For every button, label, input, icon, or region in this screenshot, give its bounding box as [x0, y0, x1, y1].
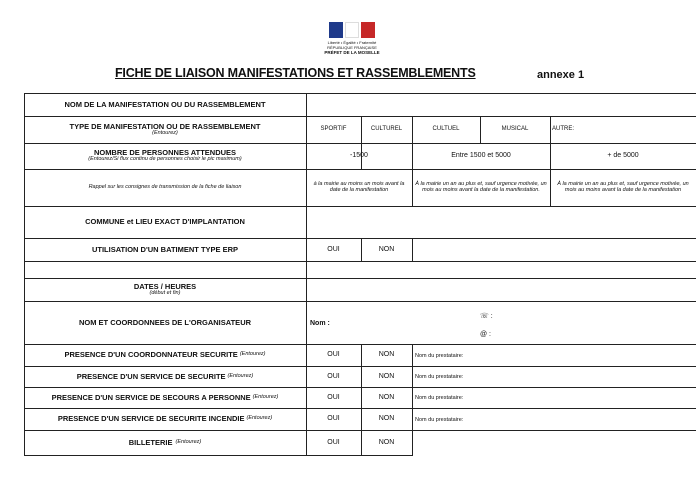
incendie-non-option[interactable]: NON [378, 415, 395, 423]
billeterie-oui-option[interactable]: OUI [327, 438, 340, 446]
nombre-range-large[interactable]: + de 5000 [607, 152, 639, 160]
commune-field[interactable] [307, 207, 696, 238]
service-securite-prestataire-field[interactable]: Nom du prestataire: [415, 374, 464, 380]
coordonnateur-prestataire-field[interactable]: Nom du prestataire: [415, 353, 464, 359]
nom-manifestation-field[interactable] [307, 94, 696, 116]
motto: Liberté • Égalité • Fraternité [327, 40, 377, 45]
billeterie-label: BILLETERIE [128, 437, 173, 447]
type-cultuel-option[interactable]: CULTUEL [432, 126, 460, 133]
billeterie-sub: (Entourez) [175, 438, 202, 445]
nom-manifestation-label: NOM DE LA MANIFESTATION OU DU RASSEMBLEMENT [64, 99, 266, 109]
service-securite-oui-option[interactable]: OUI [327, 372, 340, 380]
marianne-flag-icon [329, 22, 375, 38]
rappel-note-small: à la mairie au moins un mois avant la date de la manifestation [313, 180, 405, 193]
erp-label: UTILISATION D'UN BATIMENT TYPE ERP [91, 244, 239, 254]
billeterie-non-option[interactable]: NON [378, 438, 395, 446]
nombre-range-small[interactable]: -1500 [350, 152, 368, 160]
rappel-note-large: À la mairie un an au plus et, sauf urgence motivée, un mois au moins avant la date de la manifestation [557, 180, 689, 193]
coordonnateur-non-option[interactable]: NON [378, 351, 395, 359]
rappel-label: Rappel sur les consignes de transmission de la fiche de liaison [88, 183, 242, 190]
rappel-note-medium: À la mairie un an au plus et, sauf urgence motivée, un mois au moins avant la date de la manifestation. [415, 180, 547, 193]
republic-label: RÉPUBLIQUE FRANÇAISE [327, 45, 377, 50]
coordonnateur-oui-option[interactable]: OUI [327, 351, 340, 359]
type-musical-option[interactable]: MUSICAL [501, 126, 529, 133]
secours-non-option[interactable]: NON [378, 393, 395, 401]
liaison-form [24, 93, 696, 458]
incendie-prestataire-field[interactable]: Nom du prestataire: [415, 417, 464, 423]
secours-label: PRESENCE D'UN SERVICE DE SECOURS A PERSONNE [51, 392, 251, 402]
service-securite-non-option[interactable]: NON [378, 372, 395, 380]
nombre-range-medium[interactable]: Entre 1500 et 5000 [451, 152, 511, 160]
type-culturel-option[interactable]: CULTUREL [370, 126, 403, 133]
erp-oui-option[interactable]: OUI [327, 245, 340, 253]
secours-sub: (Entourez) [252, 393, 279, 400]
service-securite-sub: (Entourez) [227, 372, 254, 379]
dates-sub: (début et fin) [149, 289, 181, 296]
type-label: TYPE DE MANIFESTATION OU DE RASSEMBLEMENT [69, 121, 261, 131]
nombre-label: NOMBRE DE PERSONNES ATTENDUES [93, 148, 237, 158]
coordonnateur-label: PRESENCE D'UN COORDONNATEUR SECURITE [64, 350, 238, 360]
dates-field[interactable] [307, 279, 696, 301]
prefecture-logo [322, 22, 382, 55]
incendie-oui-option[interactable]: OUI [327, 415, 340, 423]
nombre-sub: (Entourez/Si flux continu de personnes choisir le pic maximum) [88, 156, 242, 163]
organisateur-label: NOM ET COORDONNEES DE L'ORGANISATEUR [78, 317, 252, 327]
incendie-sub: (Entourez) [246, 415, 273, 422]
annexe-label: annexe 1 [537, 69, 585, 81]
organisateur-nom-field[interactable]: Nom : [310, 320, 330, 327]
incendie-label: PRESENCE D'UN SERVICE DE SECURITE INCENDIE [57, 414, 245, 424]
commune-label: COMMUNE et LIEU EXACT D'IMPLANTATION [85, 217, 245, 227]
secours-oui-option[interactable]: OUI [327, 393, 340, 401]
type-sportif-option[interactable]: SPORTIF [320, 126, 347, 133]
page-title: FICHE DE LIAISON MANIFESTATIONS ET RASSEMBLEMENTS [115, 66, 476, 80]
type-autre-option[interactable]: AUTRE: [552, 126, 575, 133]
organisateur-mail-field[interactable]: @ : [480, 331, 491, 338]
secours-prestataire-field[interactable]: Nom du prestataire: [415, 395, 464, 401]
coordonnateur-sub: (Entourez) [239, 351, 266, 358]
service-securite-label: PRESENCE D'UN SERVICE DE SECURITE [76, 371, 226, 381]
erp-non-option[interactable]: NON [378, 245, 395, 253]
organisateur-tel-field[interactable]: ☏ : [480, 313, 493, 320]
type-sub: (Entourez) [152, 129, 178, 136]
prefecture-label: PRÉFET DE LA MOSELLE [324, 50, 380, 55]
dates-label: DATES / HEURES [133, 281, 197, 291]
